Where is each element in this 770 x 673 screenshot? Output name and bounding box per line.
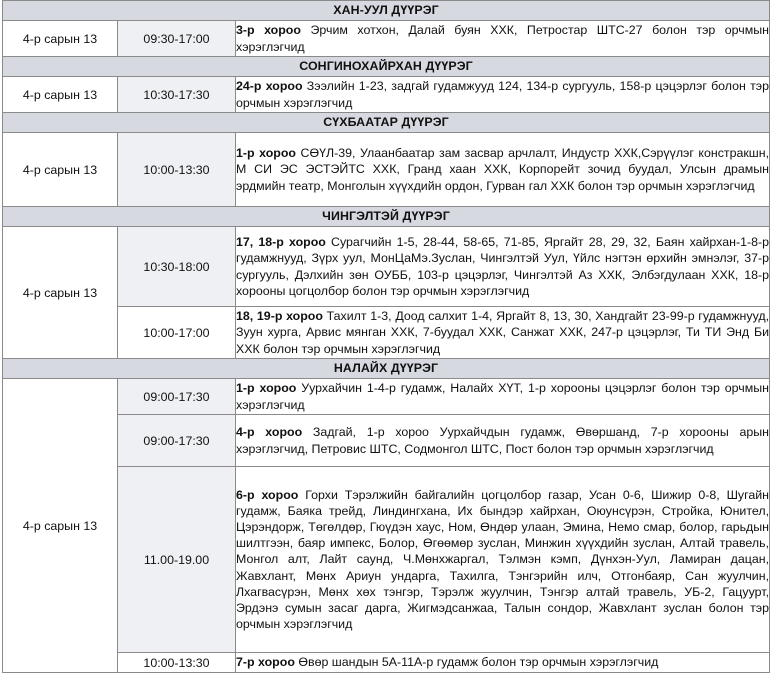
khoroo-label: 17, 18-р хороо <box>236 235 326 250</box>
description-cell <box>236 307 770 359</box>
location-list: Эрчим хотхон, Далай буян ХХК, Петростар ШТС-27 болон тэр орчмын хэрэглэгчид <box>236 23 770 54</box>
time-cell: 09:30-17:00 <box>118 21 236 57</box>
location-list: Өвөр шандын 5А-11А-р гудамж болон тэр орчмын хэрэглэгчид <box>298 655 659 670</box>
outage-schedule-table <box>2 0 770 673</box>
time-cell: 10:30-17:30 <box>118 77 236 113</box>
table-row <box>3 21 770 57</box>
district-name: СҮХБААТАР ДҮҮРЭГ <box>3 113 770 133</box>
table-row <box>3 133 770 207</box>
table-row <box>3 307 770 359</box>
khoroo-label: 3-р хороо <box>236 23 301 38</box>
description-cell <box>236 415 770 467</box>
description-cell <box>236 227 770 307</box>
date-cell: 4-р сарын 13 <box>3 77 118 113</box>
table-row <box>3 467 770 653</box>
table-row <box>3 653 770 673</box>
time-cell: 10:00-17:00 <box>118 307 236 359</box>
description-cell <box>236 653 770 673</box>
district-name: ЧИНГЭЛТЭЙ ДҮҮРЭГ <box>3 207 770 227</box>
table-row <box>3 77 770 113</box>
khoroo-label: 7-р хороо <box>236 655 295 670</box>
description-cell <box>236 21 770 57</box>
date-cell: 4-р сарын 13 <box>3 21 118 57</box>
khoroo-label: 6-р хороо <box>236 487 299 502</box>
table-row <box>3 227 770 307</box>
district-header-row <box>3 359 770 379</box>
location-list: Тахилт 1-3, Доод салхит 1-4, Яргайт 8, 13, 30, Хандгайт 23-99-р гудамжнууд, Зуун хурга, Арвис мянган ХХК, 7-буудал ХХК, Санжат ХХК, 247-р цэцэрлэг, Ти ТИ Энд Би ХХК болон тэр орчмын хэрэглэгчид <box>236 309 770 356</box>
location-list: Задгай, 1-р хороо Уурхайчдын гудамж, Өвөршанд, 7-р хорооны арын хэрэглэгчид, Петровис ШТС, Содмонгол ШТС, Пост болон тэр орчмын хэрэглэгчид <box>236 425 770 456</box>
description-cell <box>236 379 770 415</box>
district-header-row <box>3 1 770 21</box>
date-cell: 4-р сарын 13 <box>3 133 118 207</box>
district-name: СОНГИНОХАЙРХАН ДҮҮРЭГ <box>3 57 770 77</box>
time-cell: 10:00-13:30 <box>118 133 236 207</box>
date-cell: 4-р сарын 13 <box>3 227 118 359</box>
district-header-row <box>3 207 770 227</box>
time-cell: 10:00-13:30 <box>118 653 236 673</box>
khoroo-label: 24-р хороо <box>236 79 303 94</box>
location-list: Сурагчийн 1-5, 28-44, 58-65, 71-85, Яргайт 28, 29, 32, Баян хайрхан-1-8-р гудамжнууд, Зүрх уул, МонЦаМэ.Зуслан, Чингэлтэй Уул, Үйлс нэгтэн өрхийн эмнэлэг, 37-р сургууль, Дэлхийн зөн ОУББ, 103-р цэцэрлэг, Чингэлтэй Аз ХХК, Элбэгдулаан ХХК, 18-р хорооны цогцолбор болон тэр орчмын хэрэглэгчид <box>236 235 770 298</box>
khoroo-label: 1-р хороо <box>236 146 296 161</box>
district-header-row <box>3 113 770 133</box>
district-header-row <box>3 57 770 77</box>
description-cell <box>236 467 770 653</box>
table-row <box>3 415 770 467</box>
khoroo-label: 1-р хороо <box>236 381 297 396</box>
khoroo-label: 18, 19-р хороо <box>236 309 323 324</box>
district-name: НАЛАЙХ ДҮҮРЭГ <box>3 359 770 379</box>
table-row <box>3 379 770 415</box>
khoroo-label: 4-р хороо <box>236 425 303 440</box>
time-cell: 11.00-19.00 <box>118 467 236 653</box>
time-cell: 10:30-18:00 <box>118 227 236 307</box>
location-list: СӨҮЛ-39, Улаанбаатар зам засвар арчлалт, Индустр ХХК,Сэрүүлэг констракшн, М СИ ЭС ЭСТЭЙТС ХХК, Гранд хаан ХХК, Корпорейт зочид буудал, Улсын драмын эрдмийн театр, Монголын хүүхдийн ордон, Гурван гал ХХК болон тэр орчмын хэрэглэгчид <box>236 146 770 193</box>
district-name: ХАН-УУЛ ДҮҮРЭГ <box>3 1 770 21</box>
description-cell <box>236 77 770 113</box>
description-cell <box>236 133 770 207</box>
location-list: Зээлийн 1-23, задгай гудамжууд 124, 134-р сургууль, 158-р цэцэрлэг болон тэр орчмын хэрэглэгчид <box>236 79 770 110</box>
time-cell: 09:00-17:30 <box>118 379 236 415</box>
time-cell: 09:00-17:30 <box>118 415 236 467</box>
date-cell: 4-р сарын 13 <box>3 379 118 673</box>
location-list: Горхи Тэрэлжийн байгалийн цогцолбор газар, Усан 0-6, Шижир 0-8, Шугайн гудамж, Баяка трейд, Линдингхана, Их бындэр хайрхан, Оюунсүрэн, Стройка, Юнител, Цэрэндорж, Төгөлдөр, Гюүдэн хаус, Ном, Өндөр улаан, Эмина, Немо смар, болор, гарьдын шилтгээн, баяр импекс, Болор, Өгөөмөр зуслан, Минжин хүүхдийн зуслан, Алтай травель, Монгол алт, Лайт саунд, Ч.Мөнхжаргал, Тэлмэн кэмп, Дүнхэн-Уул, Ламиран дацан, Жавхлант, Мөнх Ариун ундарга, Тахилга, Тэнгэрийн илч, Отгонбаяр, Сан жуулчин, Лхагвасүрэн, Мөнх хөх тэнгэр, Тэрэлж жуулчин, Тэнгэр алтай травель, УБ-2, Гацуурт, Эрдэнэ сумын засаг дарга, Жигмэдсанжаа, Талын сондор, Жавхлант зуслан болон тэр орчмын хэрэглэгчид <box>236 487 770 632</box>
location-list: Уурхайчин 1-4-р гудамж, Налайх ХҮТ, 1-р хорооны цэцэрлэг болон тэр орчмын хэрэглэгчид <box>236 381 770 412</box>
